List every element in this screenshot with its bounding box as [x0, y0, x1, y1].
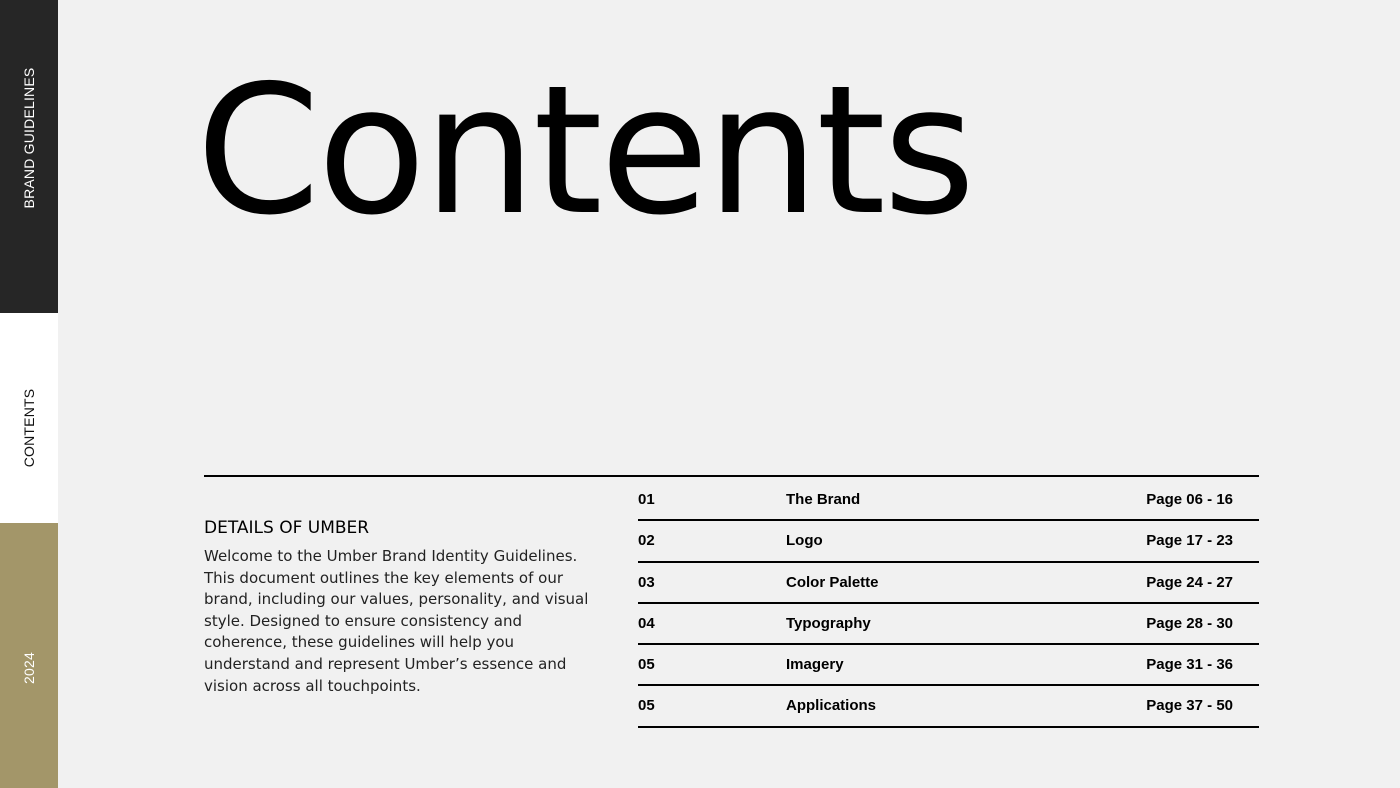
sidebar	[0, 0, 58, 788]
toc-title: Typography	[786, 614, 871, 632]
toc-number: 03	[638, 573, 655, 591]
table-of-contents	[638, 480, 1259, 728]
toc-title: Color Palette	[786, 573, 879, 591]
sidebar-label-year: 2024	[21, 652, 37, 684]
toc-title: Imagery	[786, 656, 844, 674]
toc-page-range: Page 31 - 36	[1146, 656, 1233, 674]
toc-title: Logo	[786, 532, 823, 550]
toc-page-range: Page 24 - 27	[1146, 573, 1233, 591]
toc-number: 04	[638, 614, 655, 632]
page-title: Contents	[196, 47, 973, 254]
section-divider	[204, 475, 1259, 477]
sidebar-label-contents: CONTENTS	[21, 388, 37, 468]
toc-number: 01	[638, 491, 655, 508]
toc-page-range: Page 17 - 23	[1146, 532, 1233, 550]
sidebar-label-brand-guidelines: BRAND GUIDELINES	[21, 67, 37, 209]
toc-number: 05	[638, 697, 655, 715]
toc-page-range: Page 28 - 30	[1146, 614, 1233, 632]
toc-page-range: Page 06 - 16	[1146, 491, 1233, 508]
toc-row	[638, 645, 1259, 686]
toc-row	[638, 604, 1259, 645]
toc-page-range: Page 37 - 50	[1146, 697, 1233, 715]
toc-row	[638, 480, 1259, 521]
toc-number: 05	[638, 656, 655, 674]
details-body: Welcome to the Umber Brand Identity Guidelines. This document outlines the key elements of our brand, including our values, personality, and visual style. Designed to ensure consistency and coherence, these guidelines will help you understand and represent Umber’s essence and vision across all touchpoints.	[204, 547, 589, 695]
toc-row	[638, 686, 1259, 727]
toc-number: 02	[638, 532, 655, 550]
toc-title: The Brand	[786, 491, 861, 508]
toc-row	[638, 521, 1259, 562]
toc-row	[638, 563, 1259, 604]
details-heading: DETAILS OF UMBER	[204, 518, 370, 538]
toc-title: Applications	[786, 697, 877, 715]
